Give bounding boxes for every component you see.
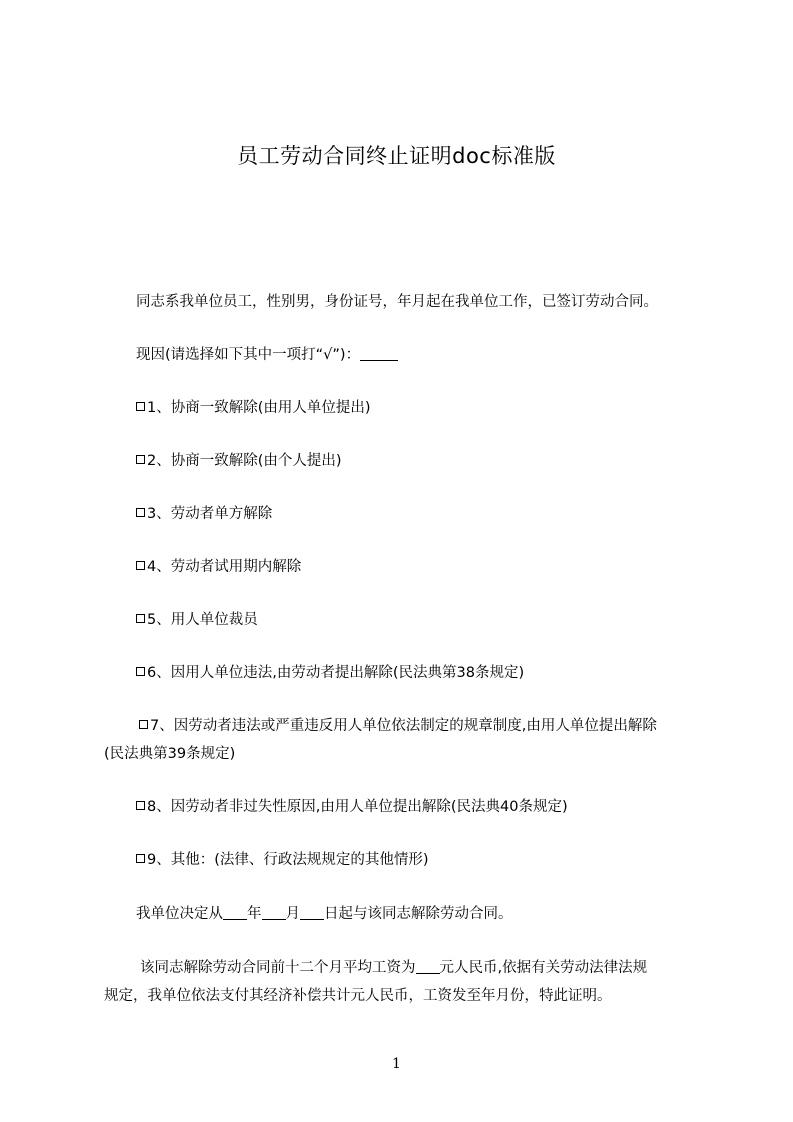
answer-blank <box>360 346 398 361</box>
checkbox-icon <box>136 508 145 517</box>
month-blank <box>262 905 286 920</box>
salary-paragraph-line2: 规定，我单位依法支付其经济补偿共计元人民币，工资发至年月份，特此证明。 <box>104 988 612 1004</box>
salary-text: 元人民币,依据有关劳动法律法规 <box>439 960 648 976</box>
year-blank <box>223 905 247 920</box>
salary-amount-blank <box>416 959 440 974</box>
checkbox-icon <box>136 402 145 411</box>
checkbox-icon <box>136 667 145 676</box>
salary-paragraph-line1 <box>140 958 647 978</box>
option-item-9 <box>136 850 429 870</box>
option-item-2 <box>136 451 342 471</box>
decision-text: 月 <box>285 906 300 922</box>
option-label: 8、因劳动者非过失性原因,由用人单位提出解除(民法典40条规定) <box>147 799 568 815</box>
checkbox-icon <box>136 561 145 570</box>
option-label: 4、劳动者试用期内解除 <box>147 559 302 575</box>
option-item-3 <box>136 504 272 524</box>
option-item-8 <box>136 797 568 817</box>
option-label: 2、协商一致解除(由个人提出) <box>147 453 342 469</box>
checkbox-icon <box>136 455 145 464</box>
option-label: 9、其他：(法律、行政法规规定的其他情形) <box>147 852 429 868</box>
intro-paragraph: 同志系我单位员工，性别男，身份证号，年月起在我单位工作，已签订劳动合同。 <box>136 294 658 310</box>
option-label: 6、因用人单位违法,由劳动者提出解除(民法典第38条规定) <box>147 665 525 681</box>
decision-paragraph <box>136 904 513 924</box>
option-label: 3、劳动者单方解除 <box>147 506 273 522</box>
document-title: 员工劳动合同终止证明doc标准版 <box>237 144 556 168</box>
checkbox-icon <box>136 801 145 810</box>
option-item-5 <box>136 610 258 630</box>
reason-prompt <box>136 345 398 365</box>
option-item-6 <box>136 663 524 683</box>
reason-prompt-text: 现因(请选择如下其中一项打“√”)： <box>136 347 361 363</box>
decision-text: 日起与该同志解除劳动合同。 <box>324 906 513 922</box>
checkbox-icon <box>136 614 145 623</box>
option-label: 7、因劳动者违法或严重违反用人单位依法制定的规章制度,由用人单位提出解除 <box>150 718 657 734</box>
decision-text: 我单位决定从 <box>136 906 223 922</box>
option-item-1 <box>136 398 371 418</box>
day-blank <box>300 905 324 920</box>
checkbox-icon <box>136 854 145 863</box>
option-item-7-continuation: (民法典第39条规定) <box>104 746 236 762</box>
option-item-7 <box>139 716 657 736</box>
page-number: 1 <box>392 1056 401 1072</box>
salary-text: 该同志解除劳动合同前十二个月平均工资为 <box>140 960 416 976</box>
checkbox-icon <box>139 720 148 729</box>
option-label: 1、协商一致解除(由用人单位提出) <box>147 400 371 416</box>
option-label: 5、用人单位裁员 <box>147 612 258 628</box>
decision-text: 年 <box>247 906 262 922</box>
option-item-4 <box>136 557 301 577</box>
